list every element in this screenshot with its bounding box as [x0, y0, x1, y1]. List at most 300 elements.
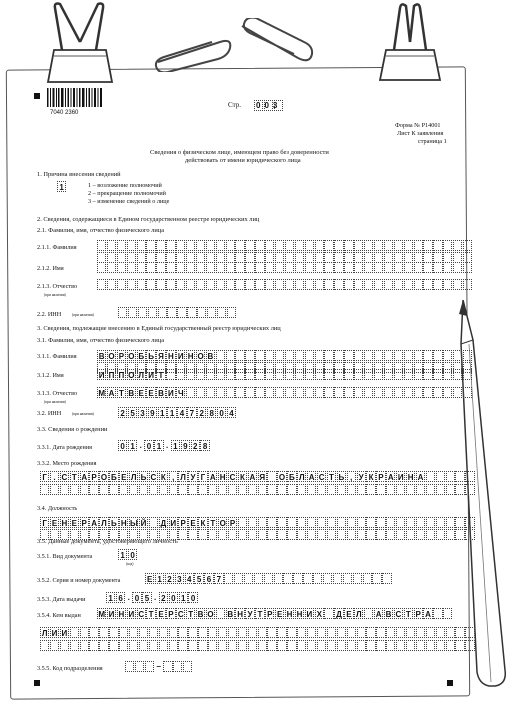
char-cell: [117, 240, 126, 251]
issued-by-label: 3.5.4. Кем выдан: [37, 612, 81, 619]
char-cell: [297, 640, 306, 651]
char-cell: [167, 307, 176, 318]
char-cell: [129, 627, 138, 638]
birth-year-cell: 9: [181, 440, 190, 451]
char-cell: [404, 369, 413, 380]
char-cell: [337, 484, 346, 495]
char-cell: [404, 262, 413, 273]
char-cell: [70, 484, 79, 495]
birth-place-field-row2[interactable]: [40, 484, 475, 495]
char-cell: [197, 307, 206, 318]
char-cell: М: [98, 389, 105, 398]
char-cell: [188, 640, 197, 651]
char-cell: [324, 262, 333, 273]
char-cell: [265, 262, 274, 273]
char-cell: [295, 369, 304, 380]
char-cell: [453, 240, 462, 251]
char-cell: [128, 307, 137, 318]
char-cell: О: [207, 610, 214, 619]
char-cell: Г: [40, 471, 49, 482]
char-cell: П: [118, 371, 125, 380]
char-cell: 2: [118, 407, 127, 418]
name-label: 3.1.2. Имя: [37, 372, 64, 379]
char-cell: [463, 387, 472, 398]
char-cell: [453, 279, 462, 290]
char-cell: [307, 517, 316, 528]
char-cell: [258, 627, 267, 638]
char-cell: [366, 517, 375, 528]
char-cell: [224, 573, 233, 584]
char-cell: [198, 640, 207, 651]
char-cell: [267, 640, 276, 651]
char-cell: [267, 471, 276, 482]
issue-date-field[interactable]: [106, 592, 198, 603]
char-cell: [384, 387, 393, 398]
egrul-patronymic-label: 2.1.3. Отчество: [37, 283, 78, 290]
char-cell: В: [227, 610, 234, 619]
char-cell: 7: [214, 573, 223, 584]
egrul-heading: 2. Сведения, содержащиеся в Едином государственном реестре юридических лиц: [37, 216, 260, 223]
char-cell: [364, 279, 373, 290]
birth-date-field[interactable]: [118, 440, 210, 451]
char-cell: [443, 262, 452, 273]
char-cell: [297, 529, 306, 540]
patronymic-field[interactable]: [97, 387, 473, 398]
char-cell: [178, 640, 187, 651]
char-cell: Л: [130, 473, 137, 482]
char-cell: [357, 529, 366, 540]
new-name-heading: 3.1. Фамилия, имя, отчество физического лица: [37, 337, 165, 344]
char-cell: 5: [194, 573, 203, 584]
egrul-surname-cells[interactable]: [97, 240, 473, 251]
char-cell: У: [357, 471, 366, 482]
char-cell: И: [397, 473, 404, 482]
char-cell: [305, 350, 314, 361]
division-code-field[interactable]: [125, 661, 193, 672]
char-cell: [283, 573, 292, 584]
char-cell: [216, 262, 225, 273]
char-cell: [127, 240, 136, 251]
sheet-label: Лист К заявления: [397, 130, 444, 137]
issue-month-cell: 0: [132, 592, 141, 603]
char-cell: [394, 350, 403, 361]
char-cell: Р: [81, 519, 87, 528]
char-cell: Ы: [130, 519, 138, 528]
char-cell: [406, 517, 415, 528]
char-cell: [267, 517, 276, 528]
char-cell: С: [138, 610, 145, 619]
char-cell: [384, 262, 393, 273]
char-cell: [426, 529, 435, 540]
char-cell: [463, 279, 472, 290]
char-cell: [465, 484, 474, 495]
char-cell: [443, 240, 452, 251]
char-cell: [386, 529, 395, 540]
char-cell: Т: [156, 369, 165, 380]
char-cell: [433, 279, 442, 290]
char-cell: [305, 240, 314, 251]
egrul-name-cells[interactable]: [97, 262, 473, 273]
char-cell: Б: [111, 473, 117, 482]
char-cell: [443, 279, 452, 290]
char-cell: [216, 387, 225, 398]
char-cell: [426, 640, 435, 651]
char-cell: [248, 627, 257, 638]
char-cell: [347, 484, 356, 495]
char-cell: [386, 517, 395, 528]
char-cell: [364, 240, 373, 251]
char-cell: И: [306, 610, 313, 619]
char-cell: [60, 640, 69, 651]
char-cell: [139, 484, 148, 495]
inn-field[interactable]: [118, 407, 237, 418]
birth-place-field[interactable]: [40, 471, 475, 482]
char-cell: Г: [40, 517, 49, 528]
char-cell: [267, 627, 276, 638]
char-cell: [255, 262, 264, 273]
surname-label: 3.1.1. Фамилия: [37, 353, 77, 360]
char-cell: [149, 627, 158, 638]
char-cell: В: [158, 389, 164, 398]
binder-clip-right-icon: [370, 2, 450, 82]
division-code-cell: [145, 661, 154, 672]
char-cell: [307, 484, 316, 495]
char-cell: М: [98, 610, 105, 619]
char-cell: [265, 387, 274, 398]
reason-cell[interactable]: [57, 181, 67, 192]
char-cell: 7: [187, 407, 196, 418]
division-code-dash: –: [156, 662, 161, 671]
char-cell: [436, 640, 445, 651]
char-cell: [347, 627, 356, 638]
char-cell: [446, 627, 455, 638]
char-cell: [186, 387, 195, 398]
char-cell: [453, 350, 462, 361]
char-cell: А: [417, 473, 424, 482]
name-field[interactable]: [97, 369, 473, 380]
surname-field[interactable]: [97, 350, 473, 361]
char-cell: [255, 350, 264, 361]
char-cell: О: [197, 352, 204, 361]
char-cell: [374, 387, 383, 398]
char-cell: [188, 529, 197, 540]
char-cell: Т: [117, 387, 126, 398]
char-cell: [285, 279, 294, 290]
char-cell: [416, 517, 425, 528]
char-cell: [426, 471, 435, 482]
sheet-title-line2: действовать от имени юридического лица: [185, 157, 301, 164]
char-cell: [255, 240, 264, 251]
char-cell: А: [387, 473, 394, 482]
char-cell: [293, 573, 302, 584]
char-cell: [267, 484, 276, 495]
char-cell: [406, 484, 415, 495]
char-cell: [196, 240, 205, 251]
char-cell: [305, 279, 314, 290]
char-cell: В: [98, 352, 105, 361]
char-cell: [337, 627, 346, 638]
char-cell: [426, 484, 435, 495]
char-cell: Т: [404, 608, 413, 619]
char-cell: [275, 262, 284, 273]
char-cell: [455, 627, 464, 638]
char-cell: [295, 387, 304, 398]
issue-year-cell: 0: [188, 592, 197, 603]
char-cell: [258, 529, 267, 540]
char-cell: [235, 262, 244, 273]
char-cell: Д: [336, 610, 342, 619]
char-cell: Й: [140, 519, 147, 528]
char-cell: [129, 640, 138, 651]
char-cell: [265, 350, 274, 361]
sheet-title-line1: Сведения о физическом лице, имеющем право без доверенности: [150, 149, 329, 156]
doc-series-label: 3.5.2. Серия и номер документа: [37, 577, 121, 584]
char-cell: [186, 240, 195, 251]
char-cell: [354, 369, 363, 380]
date-separator: .: [154, 593, 157, 602]
char-cell: [436, 471, 445, 482]
char-cell: 3: [175, 573, 184, 584]
char-cell: [89, 484, 98, 495]
char-cell: [216, 369, 225, 380]
char-cell: [285, 387, 294, 398]
char-cell: [176, 240, 185, 251]
char-cell: [396, 517, 405, 528]
char-cell: [433, 387, 442, 398]
char-cell: Г: [198, 471, 207, 482]
division-code-label: 3.5.5. Код подразделения: [37, 665, 103, 672]
char-cell: [186, 369, 195, 380]
char-cell: [178, 529, 187, 540]
char-cell: [453, 369, 462, 380]
issue-day-cell: 6: [116, 592, 125, 603]
doc-series-field[interactable]: [145, 573, 392, 584]
char-cell: [169, 627, 178, 638]
char-cell: [436, 627, 445, 638]
char-cell: [226, 387, 235, 398]
egrul-name-label: 2.1.2. Имя: [37, 265, 64, 272]
char-cell: [404, 387, 413, 398]
char-cell: Е: [346, 610, 352, 619]
char-cell: 1: [118, 549, 127, 560]
char-cell: [295, 279, 304, 290]
char-cell: [404, 240, 413, 251]
char-cell: Л: [138, 371, 145, 380]
char-cell: [364, 262, 373, 273]
char-cell: [376, 529, 385, 540]
char-cell: [50, 640, 59, 651]
char-cell: [139, 627, 148, 638]
reason-option-3: 3 – изменение сведений о лице: [88, 198, 170, 205]
char-cell: [416, 529, 425, 540]
char-cell: Б: [138, 352, 145, 361]
char-cell: С: [318, 473, 325, 482]
char-cell: [423, 262, 432, 273]
char-cell: [317, 484, 326, 495]
char-cell: [107, 279, 116, 290]
char-cell: [228, 627, 237, 638]
char-cell: 4: [185, 573, 194, 584]
egrul-inn-note: (при наличии): [72, 313, 94, 317]
char-cell: [258, 640, 267, 651]
char-cell: [436, 529, 445, 540]
char-cell: [158, 307, 167, 318]
char-cell: [177, 307, 186, 318]
char-cell: [176, 369, 185, 380]
char-cell: [196, 279, 205, 290]
char-cell: [207, 307, 216, 318]
char-cell: [465, 640, 474, 651]
char-cell: [374, 350, 383, 361]
egrul-inn-cells[interactable]: [118, 307, 237, 318]
char-cell: .: [50, 471, 59, 482]
char-cell: [446, 640, 455, 651]
char-cell: [396, 484, 405, 495]
char-cell: [235, 279, 244, 290]
char-cell: [327, 529, 336, 540]
char-cell: [394, 262, 403, 273]
char-cell: [433, 350, 442, 361]
division-code-cell: [135, 661, 144, 672]
char-cell: [414, 387, 423, 398]
char-cell: Л: [101, 519, 107, 528]
char-cell: [433, 369, 442, 380]
char-cell: [334, 350, 343, 361]
issued-by-field-row2[interactable]: [40, 627, 475, 638]
char-cell: [443, 387, 452, 398]
char-cell: [127, 279, 136, 290]
char-cell: П: [108, 371, 115, 380]
char-cell: [206, 262, 215, 273]
char-cell: О: [278, 473, 286, 482]
char-cell: К: [366, 471, 375, 482]
char-cell: [297, 627, 306, 638]
issue-month-cell: 5: [142, 592, 151, 603]
char-cell: [406, 640, 415, 651]
char-cell: [285, 240, 294, 251]
char-cell: [118, 307, 127, 318]
char-cell: Р: [168, 610, 174, 619]
char-cell: В: [207, 352, 214, 361]
char-cell: [334, 240, 343, 251]
char-cell: [80, 640, 89, 651]
char-cell: С: [150, 473, 157, 482]
char-cell: 8: [207, 407, 216, 418]
char-cell: [235, 350, 244, 361]
char-cell: [334, 279, 343, 290]
char-cell: Т: [146, 608, 155, 619]
char-cell: [188, 627, 197, 638]
reason-value: 1: [57, 181, 66, 192]
date-separator: .: [127, 593, 130, 602]
char-cell: [376, 484, 385, 495]
binder-clip-left-icon: [40, 0, 120, 85]
char-cell: [446, 471, 455, 482]
char-cell: [146, 240, 155, 251]
char-cell: [97, 262, 106, 273]
position-field[interactable]: [40, 517, 475, 528]
char-cell: [337, 529, 346, 540]
char-cell: [416, 627, 425, 638]
char-cell: [337, 517, 346, 528]
char-cell: [146, 279, 155, 290]
char-cell: [196, 387, 205, 398]
char-cell: [414, 262, 423, 273]
char-cell: [226, 369, 235, 380]
egrul-patronymic-cells[interactable]: [97, 279, 473, 290]
char-cell: [404, 350, 413, 361]
char-cell: [226, 240, 235, 251]
reason-heading: 1. Причина внесения сведений: [37, 171, 121, 178]
char-cell: [416, 640, 425, 651]
char-cell: Е: [71, 519, 77, 528]
char-cell: [99, 640, 108, 651]
doc-type-field[interactable]: [118, 549, 138, 560]
char-cell: [254, 573, 263, 584]
egrul-patronymic-note: (при наличии): [44, 293, 66, 297]
char-cell: [156, 262, 165, 273]
char-cell: [327, 640, 336, 651]
char-cell: С: [229, 473, 236, 482]
char-cell: [245, 279, 254, 290]
division-code-cell: [125, 661, 134, 672]
char-cell: [248, 529, 257, 540]
char-cell: [426, 517, 435, 528]
char-cell: [324, 369, 333, 380]
char-cell: А: [425, 610, 431, 619]
char-cell: [238, 640, 247, 651]
char-cell: О: [128, 352, 135, 361]
char-cell: [364, 350, 373, 361]
char-cell: [364, 387, 373, 398]
char-cell: [354, 262, 363, 273]
char-cell: [60, 484, 69, 495]
char-cell: [423, 387, 432, 398]
char-cell: И: [128, 610, 135, 619]
char-cell: [324, 387, 333, 398]
char-cell: [217, 307, 226, 318]
char-cell: [70, 640, 79, 651]
char-cell: [159, 640, 168, 651]
char-cell: Я: [158, 352, 164, 361]
char-cell: Н: [296, 610, 303, 619]
char-cell: [463, 262, 472, 273]
char-cell: И: [168, 389, 174, 398]
issued-by-field-row3[interactable]: [40, 640, 475, 651]
char-cell: [146, 262, 155, 273]
char-cell: [285, 262, 294, 273]
char-cell: [317, 529, 326, 540]
char-cell: К: [159, 471, 168, 482]
char-cell: Т: [208, 517, 217, 528]
char-cell: [443, 350, 452, 361]
char-cell: Ь: [111, 519, 117, 528]
issue-day-cell: 1: [106, 592, 115, 603]
char-cell: [455, 640, 464, 651]
char-cell: [436, 484, 445, 495]
char-cell: А: [91, 519, 97, 528]
position-label: 3.4. Должность: [37, 505, 78, 512]
char-cell: [117, 262, 126, 273]
char-cell: [344, 387, 353, 398]
char-cell: [235, 240, 244, 251]
char-cell: [275, 240, 284, 251]
issued-by-field[interactable]: [97, 608, 453, 619]
char-cell: [396, 627, 405, 638]
birth-month-cell: 0: [144, 440, 153, 451]
char-cell: ,: [169, 471, 178, 482]
char-cell: И: [148, 371, 154, 380]
